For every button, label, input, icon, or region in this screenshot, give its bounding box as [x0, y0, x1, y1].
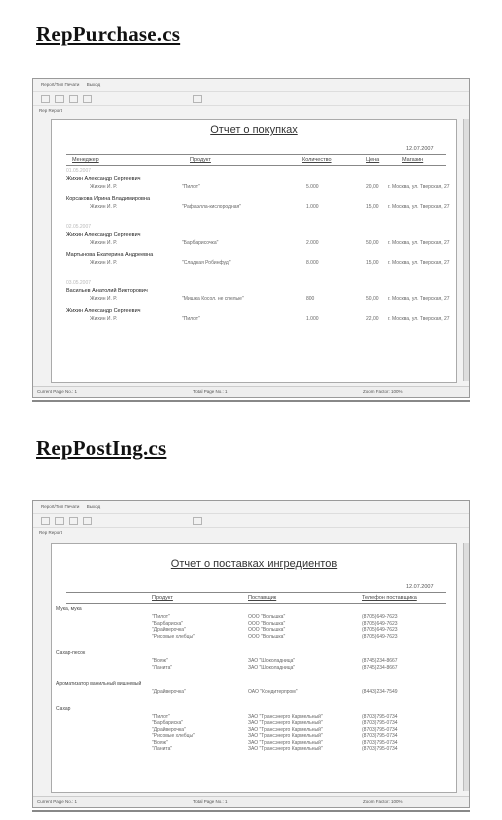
zoom-icon[interactable]: [193, 517, 202, 525]
divider: [32, 810, 470, 812]
product-name: "Барбариска": [152, 720, 184, 726]
client-name: Жихин И. Р.: [90, 296, 118, 302]
product-name: "Ланита": [152, 746, 173, 752]
supplier-name: ЗАО "Шоколадница": [248, 658, 296, 664]
column-header: Поставщик: [248, 595, 277, 601]
manager-name: Жихин Александр Сергеевич: [66, 232, 141, 238]
print-icon[interactable]: [83, 517, 92, 525]
report-tab[interactable]: Rep Report: [39, 530, 63, 535]
product-name: "Мишка Косол. не спелые": [182, 296, 244, 302]
supplier-name: ЗАО "Трансэнерго Кармельный": [248, 739, 323, 746]
group-date: 01.05.2007: [66, 168, 92, 174]
next-page-icon[interactable]: [69, 95, 78, 103]
menu-report[interactable]: Report/Тип Печати: [41, 504, 80, 509]
quantity-value: 8.000: [306, 260, 319, 266]
price-value: 50,00: [366, 296, 379, 302]
current-page-label: Current Page No.: 1: [37, 799, 78, 804]
ingredient-group: Сахар-песок: [56, 650, 86, 656]
print-icon[interactable]: [83, 95, 92, 103]
client-name: Жихин И. Р.: [90, 240, 118, 246]
product-name: "Сладкая Робинфуд": [182, 260, 231, 266]
product-name: "Драйверочка": [152, 689, 186, 695]
menu-report[interactable]: Report/Тип Печати: [41, 82, 80, 87]
shop-address: г. Москва, ул. Тверская, 27: [388, 204, 450, 210]
supplier-name: ООО "Вольшка": [248, 633, 286, 640]
manager-name: Корсакова Ирина Владимировна: [66, 196, 151, 202]
quantity-value: 1.000: [306, 204, 319, 210]
supplier-phone: (8703)795-0734: [362, 733, 398, 739]
group-date: 03.05.2007: [66, 280, 92, 286]
price-value: 50,00: [366, 240, 379, 246]
shop-address: г. Москва, ул. Тверская, 27: [388, 296, 450, 302]
product-name: "Вояж": [152, 658, 168, 664]
rule-line: [66, 592, 446, 593]
supplier-name: ЗАО "Трансэнерго Кармельный": [248, 733, 323, 739]
menu-bar: [33, 79, 469, 92]
toolbar: [33, 92, 469, 106]
prev-page-icon[interactable]: [55, 517, 64, 525]
supplier-name: ЗАО "Трансэнерго Кармельный": [248, 713, 323, 720]
supplier-phone: (8705)649-7623: [362, 627, 398, 633]
zoom-factor-label: Zoom Factor: 100%: [363, 389, 403, 394]
product-name: "Пилот": [152, 614, 170, 620]
report-page: [51, 543, 457, 793]
ingredient-group: Мука, мука: [56, 606, 82, 612]
manager-name: Жихин Александр Сергеевич: [66, 176, 141, 182]
ingredient-group: Сахар: [56, 705, 71, 712]
column-header: Цена: [366, 157, 380, 163]
supplier-phone: (8443)234-7549: [362, 689, 398, 695]
column-header: Продукт: [190, 157, 211, 163]
zoom-icon[interactable]: [193, 95, 202, 103]
shop-address: г. Москва, ул. Тверская, 27: [388, 316, 450, 322]
supplier-name: ООО "Вольшка": [248, 627, 286, 633]
product-name: "Вояж": [152, 739, 168, 746]
supplier-name: ОАО "Кондитерпром": [248, 689, 298, 695]
supplier-phone: (8703)795-0734: [362, 726, 398, 733]
column-header: Количество: [302, 157, 332, 163]
product-name: "Драйверочка": [152, 726, 186, 733]
supplier-phone: (8703)795-0734: [362, 720, 398, 726]
vertical-scrollbar[interactable]: [463, 543, 469, 791]
report-tab[interactable]: Rep Report: [39, 108, 63, 113]
first-page-icon[interactable]: [41, 517, 50, 525]
prev-page-icon[interactable]: [55, 95, 64, 103]
column-header: Телефон поставщика: [362, 595, 417, 601]
manager-name: Жихин Александр Сергеевич: [66, 308, 141, 314]
quantity-value: 1.000: [306, 316, 319, 322]
supplier-phone: (8703)795-0734: [362, 739, 398, 746]
rule-line: [66, 603, 446, 604]
product-name: "Барбарисочка": [182, 240, 219, 246]
price-value: 15,00: [366, 204, 379, 210]
report-date: 12.07.2007: [406, 584, 434, 590]
client-name: Жихин И. Р.: [90, 184, 118, 190]
product-name: "Рафаэлла-кислородная": [182, 204, 241, 210]
manager-name: Мартынова Екатерина Андреевна: [66, 252, 154, 258]
supplier-name: ЗАО "Трансэнерго Кармельный": [248, 720, 323, 726]
price-value: 20,00: [366, 184, 379, 190]
total-page-label: Total Page No.: 1: [193, 799, 228, 804]
supplier-phone: (8745)234-8667: [362, 658, 398, 664]
current-page-label: Current Page No.: 1: [37, 389, 78, 394]
product-name: "Рисовые хлебцы": [152, 733, 195, 739]
menu-bar: [33, 501, 469, 514]
supplier-name: ООО "Вольшка": [248, 620, 286, 627]
client-name: Жихин И. Р.: [90, 260, 118, 266]
product-name: "Рисовые хлебцы": [152, 633, 195, 640]
manager-name: Васильев Анатолий Викторович: [66, 288, 148, 294]
purchase-report-window: [32, 78, 470, 398]
shop-address: г. Москва, ул. Тверская, 27: [388, 240, 450, 246]
first-page-icon[interactable]: [41, 95, 50, 103]
report-title: Отчет о покупках: [210, 124, 298, 136]
client-name: Жихин И. Р.: [90, 204, 118, 210]
posting-report-window: [32, 500, 470, 808]
shop-address: г. Москва, ул. Тверская, 27: [388, 184, 450, 190]
supplier-name: ЗАО "Шоколадница": [248, 664, 296, 671]
group-date: 02.05.2007: [66, 224, 92, 230]
supplier-name: ЗАО "Трансэнерго Кармельный": [248, 726, 323, 733]
caption-rep-purchase: RepPurchase.cs: [36, 22, 181, 46]
shop-address: г. Москва, ул. Тверская, 27: [388, 260, 450, 266]
supplier-phone: (8745)234-8667: [362, 664, 398, 671]
report-page: [51, 119, 457, 383]
caption-rep-posting: RepPostIng.cs: [36, 436, 167, 460]
quantity-value: 800: [306, 296, 315, 302]
price-value: 15,00: [366, 260, 379, 266]
report-title: Отчет о поставках ингредиентов: [170, 558, 338, 570]
rule-line: [66, 165, 446, 166]
status-bar: [33, 796, 469, 807]
product-name: "Барбариска": [152, 620, 184, 627]
next-page-icon[interactable]: [69, 517, 78, 525]
column-header: Магазин: [402, 157, 424, 163]
status-bar: [33, 386, 469, 397]
product-name: "Ланита": [152, 664, 173, 671]
zoom-factor-label: Zoom Factor: 100%: [363, 799, 403, 804]
quantity-value: 2.000: [306, 240, 319, 246]
toolbar: [33, 514, 469, 528]
supplier-name: ООО "Вольшка": [248, 614, 286, 620]
divider: [32, 400, 470, 402]
total-page-label: Total Page No.: 1: [193, 389, 228, 394]
product-name: "Пилот": [182, 316, 200, 322]
client-name: Жихин И. Р.: [90, 316, 118, 322]
vertical-scrollbar[interactable]: [463, 119, 469, 381]
column-header: Продукт: [152, 595, 173, 601]
column-header: Менеджер: [72, 157, 99, 163]
quantity-value: 5.000: [306, 184, 319, 190]
price-value: 22,00: [366, 316, 379, 322]
menu-exit[interactable]: Выход: [86, 504, 101, 509]
supplier-phone: (8703)795-0734: [362, 713, 398, 720]
product-name: "Драйверочка": [152, 627, 186, 633]
supplier-phone: (8705)649-7623: [362, 633, 398, 640]
supplier-name: ЗАО "Трансэнерго Кармельный": [248, 746, 323, 752]
product-name: "Пилот": [152, 713, 170, 720]
rule-line: [66, 154, 446, 155]
supplier-phone: (8705)649-7623: [362, 620, 398, 627]
supplier-phone: (8703)795-0734: [362, 746, 398, 752]
menu-exit[interactable]: Выход: [86, 82, 101, 87]
ingredient-group: Ароматизатор ванильный вишневый: [56, 681, 142, 687]
supplier-phone: (8705)649-7623: [362, 614, 398, 620]
report-date: 12.07.2007: [406, 146, 434, 152]
product-name: "Пилот": [182, 184, 200, 190]
